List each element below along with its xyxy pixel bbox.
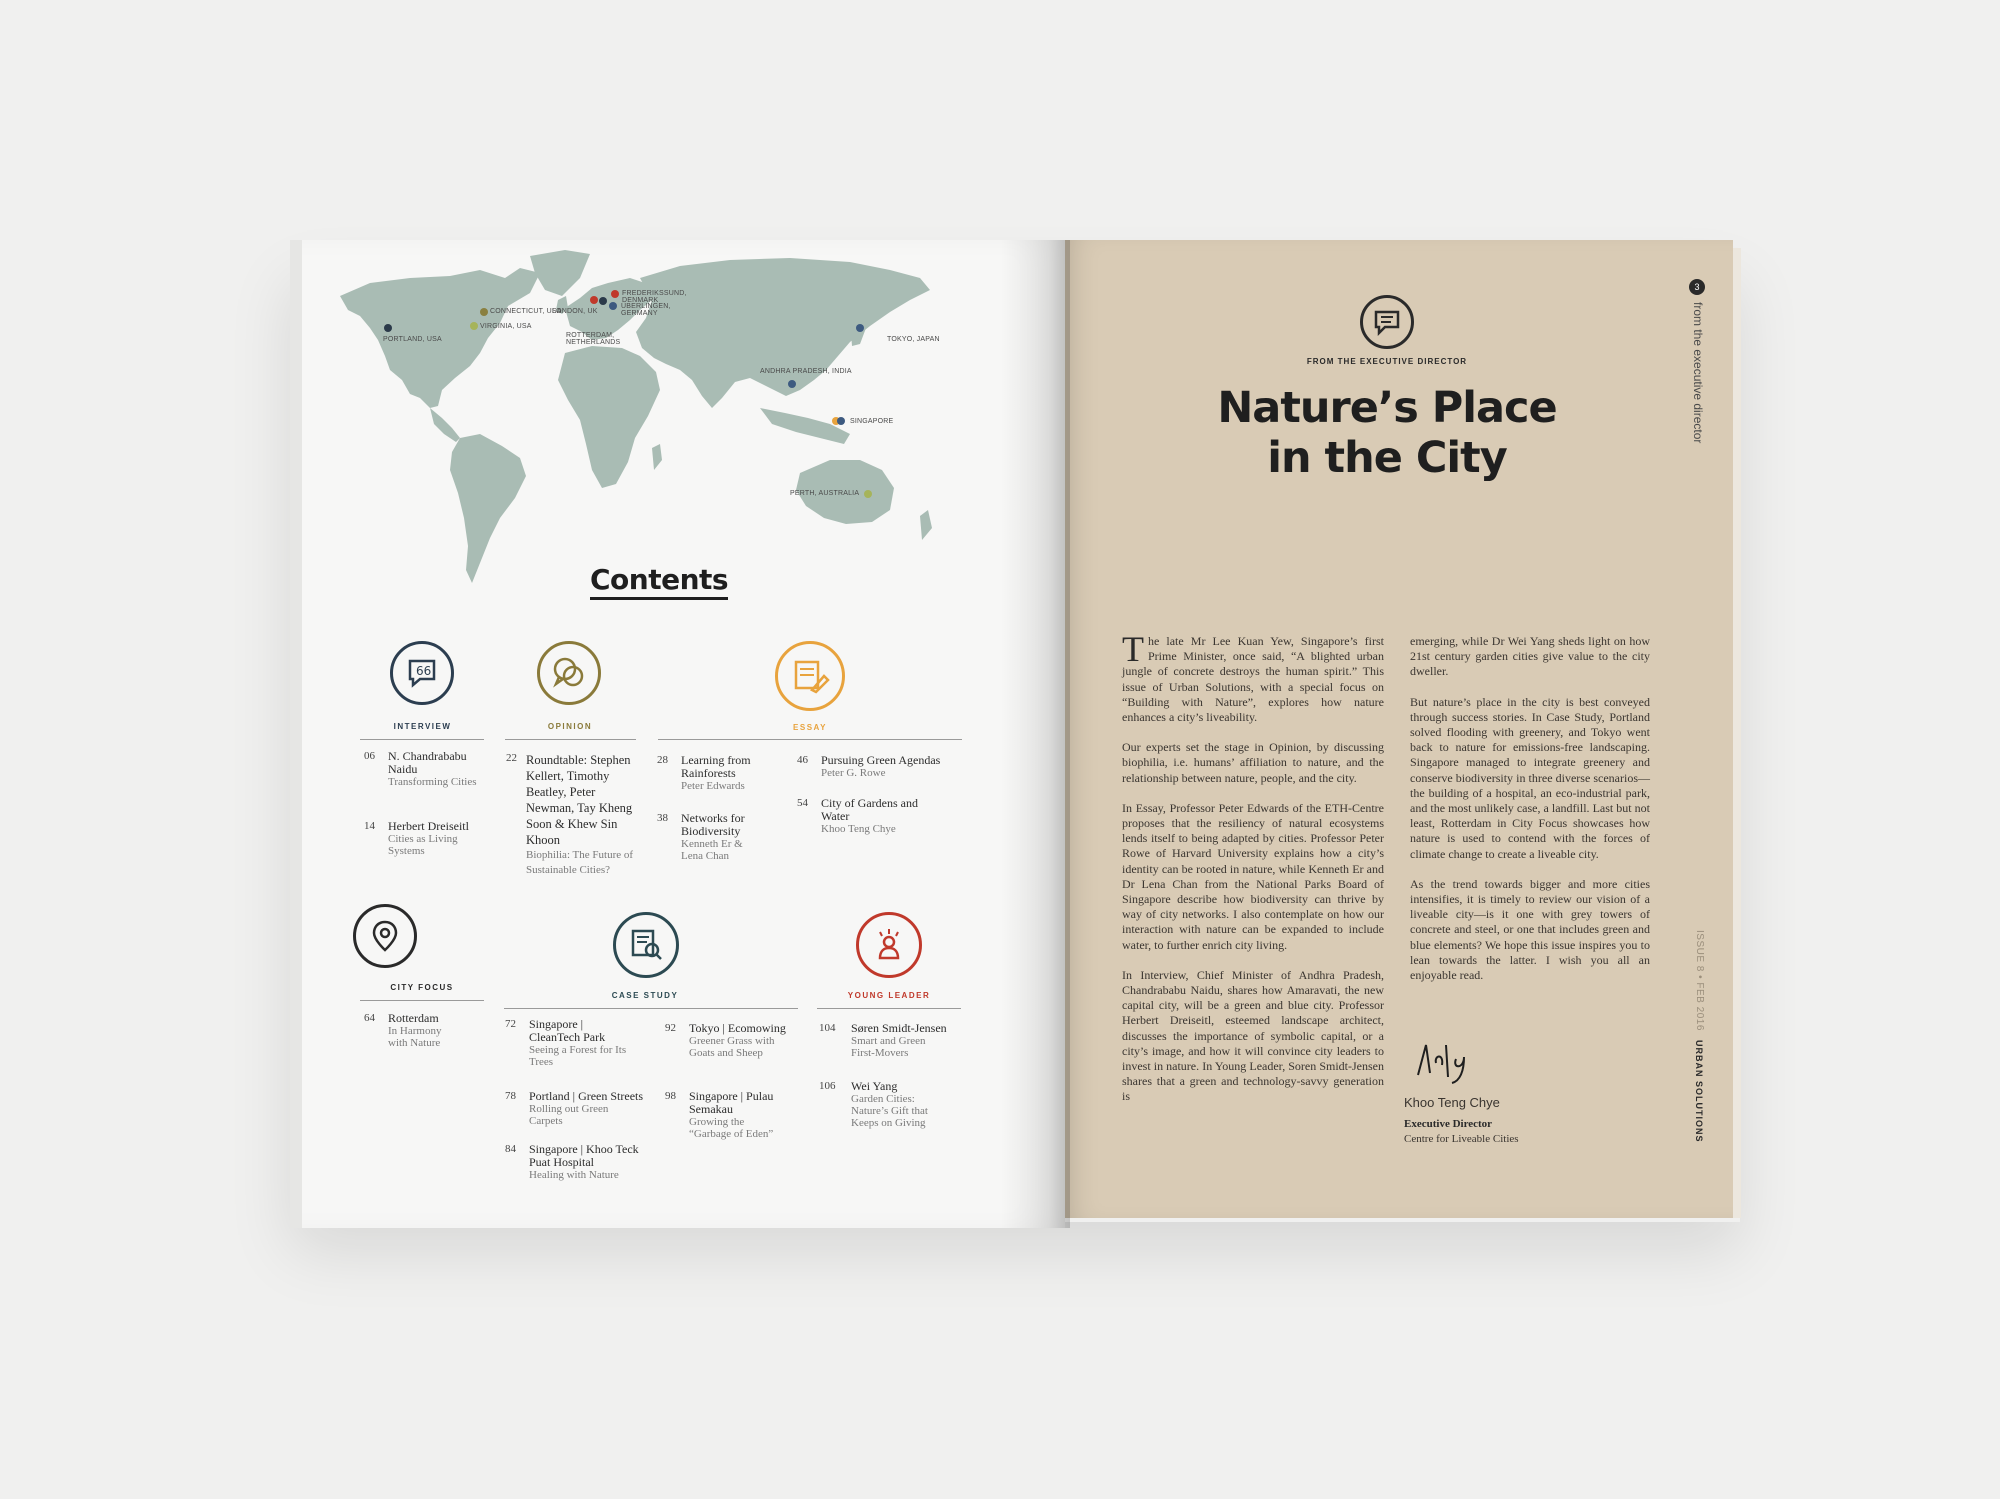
young-leader-category [856,912,922,978]
paragraph [1122,629,1384,725]
new-zealand-shape [920,510,932,540]
page-number: 78 [505,1090,516,1102]
signatory-organization: Centre for Liveable Cities [1404,1133,1519,1145]
article-title [1180,383,1594,483]
entry-title: Søren Smidt-Jensen [851,1021,947,1035]
drop-cap: T [1122,629,1144,669]
city-focus-label: CITY FOCUS [390,983,454,992]
world-map [330,248,990,593]
svg-text:66: 66 [416,664,432,678]
opinion-label: OPINION [547,722,593,731]
entry-title: Tokyo | Ecomowing [689,1021,786,1035]
marker-perth [864,490,872,498]
africa-shape [558,346,660,488]
entry-subtitle: Kenneth Er & Lena Chan [681,838,743,862]
signatory-role: Executive Director [1404,1118,1493,1130]
paragraph: As the trend towards bigger and more cities intensifies, it is timely to review our vision of a liveable city—is it one with grey towers of concrete and steel, or one that includes green and blue elements? We hope this issue inspires you to lean towards the latter. I wish you all an enjoyable read. [1410,876,1650,983]
divider [817,1008,961,1009]
city-focus-category [353,904,417,968]
entry-subtitle: Healing with Nature [529,1169,619,1181]
body-column-2 [1410,634,1650,998]
leader-icon [856,912,922,978]
marker-andhra [788,380,796,388]
entry-subtitle: Peter G. Rowe [821,767,886,779]
paragraph: In Interview, Chief Minister of Andhra Pradesh, Chandrababu Naidu, shares how Amaravati, the new capital city, will be a green and blue city. Professor Herbert Dreiseitl, esteemed landscape architect, discusses the importance of symbolic capital, or a city’s image, and how it will convince city leaders to invest in nature. In Young Leader, Soren Smidt-Jensen shares that a green and technology-savvy generation is [1122,967,1384,1104]
page-number: 38 [657,812,668,824]
opinion-category [537,641,601,705]
essay-category [775,641,845,711]
contents-title: Contents [590,563,728,600]
map-label-connecticut: CONNECTICUT, USA [490,308,562,315]
marker-portland [384,324,392,332]
page-number: 92 [665,1022,676,1034]
case-study-label: CASE STUDY [611,991,679,1000]
entry-title: Rotterdam [388,1011,439,1025]
entry-subtitle: Biophilia: The Future of Sustainable Cities? [526,849,634,876]
divider [360,739,484,740]
asia-shape [636,258,930,408]
page-number: 14 [364,820,375,832]
page-number: 28 [657,754,668,766]
body-column-1 [1122,629,1384,1120]
entry-title: Singapore | Khoo Teck Puat Hospital [529,1142,639,1169]
central-america-shape [430,408,460,442]
greenland-shape [530,250,590,296]
map-label-andhra: ANDHRA PRADESH, INDIA [760,368,852,375]
entry-title: Portland | Green Streets [529,1089,644,1103]
page-number: 54 [797,797,808,809]
essay-icon [775,641,845,711]
entry-subtitle: Smart and Green First-Movers [851,1035,926,1059]
entry-subtitle: Garden Cities: Nature’s Gift that Keeps on Giving [851,1093,928,1129]
entry-title: Singapore | CleanTech Park [529,1017,606,1044]
marker-frederikssund [611,290,619,298]
marker-connecticut [480,308,488,316]
page-number: 72 [505,1018,516,1030]
page-number: 06 [364,750,375,762]
title-line-1: Nature’s Place [1217,383,1557,433]
location-pin-icon [353,904,417,968]
south-america-shape [450,434,526,583]
entry-title: Pursuing Green Agendas [821,753,941,767]
paragraph: In Essay, Professor Peter Edwards of the ETH-Centre proposes that the resiliency of natural ecosystems lends itself to being adapted by cities. Professor Peter Rowe of Harvard University explains how a city’s identity can be rooted in nature, while Kenneth Er and Dr Lena Chan from the National Parks Board of Singapore describe how biodiversity can thrive by way of city networks. I also contemplate on how our interaction with nature can be expanded to include water, to further enrich city living. [1122,800,1384,952]
entry-subtitle: Peter Edwards [681,780,745,792]
title-line-2: in the City [1267,433,1507,483]
young-leader-label: YOUNG LEADER [847,991,931,1000]
map-label-portland: PORTLAND, USA [383,336,442,343]
map-label-rotterdam: ROTTERDAM, NETHERLANDS [566,332,621,346]
opinion-icon [537,641,601,705]
map-label-frederikssund: FREDERIKSSUND, DENMARK [622,290,687,304]
paragraph-text: he late Mr Lee Kuan Yew, Singapore’s first Prime Minister, once said, “A blighted urban jungle of concrete destroys the human spirit.” This issue of Urban Solutions, with a special focus on “Building with Nature”, explores how nature enhances a city’s liveability. [1122,634,1384,725]
map-label-perth: PERTH, AUSTRALIA [790,490,860,497]
divider [360,1000,484,1001]
signatory-name: Khoo Teng Chye [1404,1095,1500,1110]
paragraph: Our experts set the stage in Opinion, by discussing biophilia, i.e. humans’ affiliation to nature, and the relationship between nature, people, and the city. [1122,740,1384,785]
entry-title: Learning from Rainforests [681,753,751,780]
map-label-london: LONDON, UK [552,308,598,315]
entry-subtitle: In Harmony with Nature [388,1025,442,1049]
brand-label: URBAN SOLUTIONS [1694,1040,1704,1143]
interview-label: INTERVIEW [393,722,452,731]
magnifier-document-icon [613,912,679,978]
divider [658,739,962,740]
map-label-tokyo: TOKYO, JAPAN [887,336,940,343]
case-study-category [613,912,679,978]
page-number-badge: 3 [1689,279,1705,295]
entry-title: Wei Yang [851,1079,898,1093]
entry-subtitle: Cities as Living Systems [388,833,458,857]
issue-label: ISSUE 8 • FEB 2016 [1694,930,1705,1031]
marker-singapore-2 [837,417,845,425]
page-number: 64 [364,1012,375,1024]
interview-icon [390,641,454,705]
page-number: 106 [819,1080,836,1092]
paragraph: emerging, while Dr Wei Yang sheds light on how 21st century garden cities give value to the city dweller. [1410,634,1650,679]
map-label-singapore: SINGAPORE [850,418,894,425]
marker-rotterdam [599,297,607,305]
divider [504,1008,798,1009]
entry-subtitle: Transforming Cities [388,776,477,788]
section-kicker: FROM THE EXECUTIVE DIRECTOR [1306,357,1468,366]
map-label-uberlingen: ÜBERLINGEN, GERMANY [621,303,671,317]
divider [505,739,636,740]
section-running-head: from the executive director [1691,302,1705,444]
page-number: 46 [797,754,808,766]
page-number: 104 [819,1022,836,1034]
marker-virginia [470,322,478,330]
page-number: 22 [506,752,517,764]
entry-title: N. Chandrababu Naidu [388,749,467,776]
handwritten-signature [1412,1035,1502,1090]
page-edge [1733,248,1741,1218]
interview-category [390,641,454,705]
entry-title: Networks for Biodiversity [681,811,745,838]
marker-uberlingen [609,302,617,310]
spine-gutter [1000,240,1070,1228]
page-number: 84 [505,1143,516,1155]
marker-london [590,296,598,304]
entry-subtitle: Khoo Teng Chye [821,823,896,835]
entry-title: City of Gardens and Water [821,796,918,823]
entry-subtitle: Seeing a Forest for Its Trees [529,1044,627,1068]
entry-title: Herbert Dreiseitl [388,819,469,833]
southeast-asia-shape [760,408,850,444]
essay-label: ESSAY [793,723,827,732]
paragraph: But nature’s place in the city is best conveyed through success stories. In Case Study, Portland solved flooding with greenery, and Tokyo went back to nature for emissions-free landscaping. Singapore managed to integrate greenery and conserve biodiversity in three diverse scenarios—the building of a hospital, an eco-industrial park, and the most unlikely case, a landfill. Last but not least, Rotterdam in City Focus showcases how nature is used to contend with the forces of climate change to create a liveable city. [1410,694,1650,861]
entry-subtitle: Growing the “Garbage of Eden” [689,1116,774,1140]
entry-title: Roundtable: Stephen Kellert, Timothy Beatley, Peter Newman, Tay Kheng Soon & Khew Sin Khoon [526,753,633,847]
marker-tokyo [856,324,864,332]
entry-subtitle: Rolling out Green Carpets [529,1103,609,1127]
entry-subtitle: Greener Grass with Goats and Sheep [689,1035,775,1059]
madagascar-shape [652,444,662,470]
entry-title: Singapore | Pulau Semakau [689,1089,774,1116]
page-number: 98 [665,1090,676,1102]
map-label-virginia: VIRGINIA, USA [480,323,532,330]
message-icon [1360,295,1414,349]
